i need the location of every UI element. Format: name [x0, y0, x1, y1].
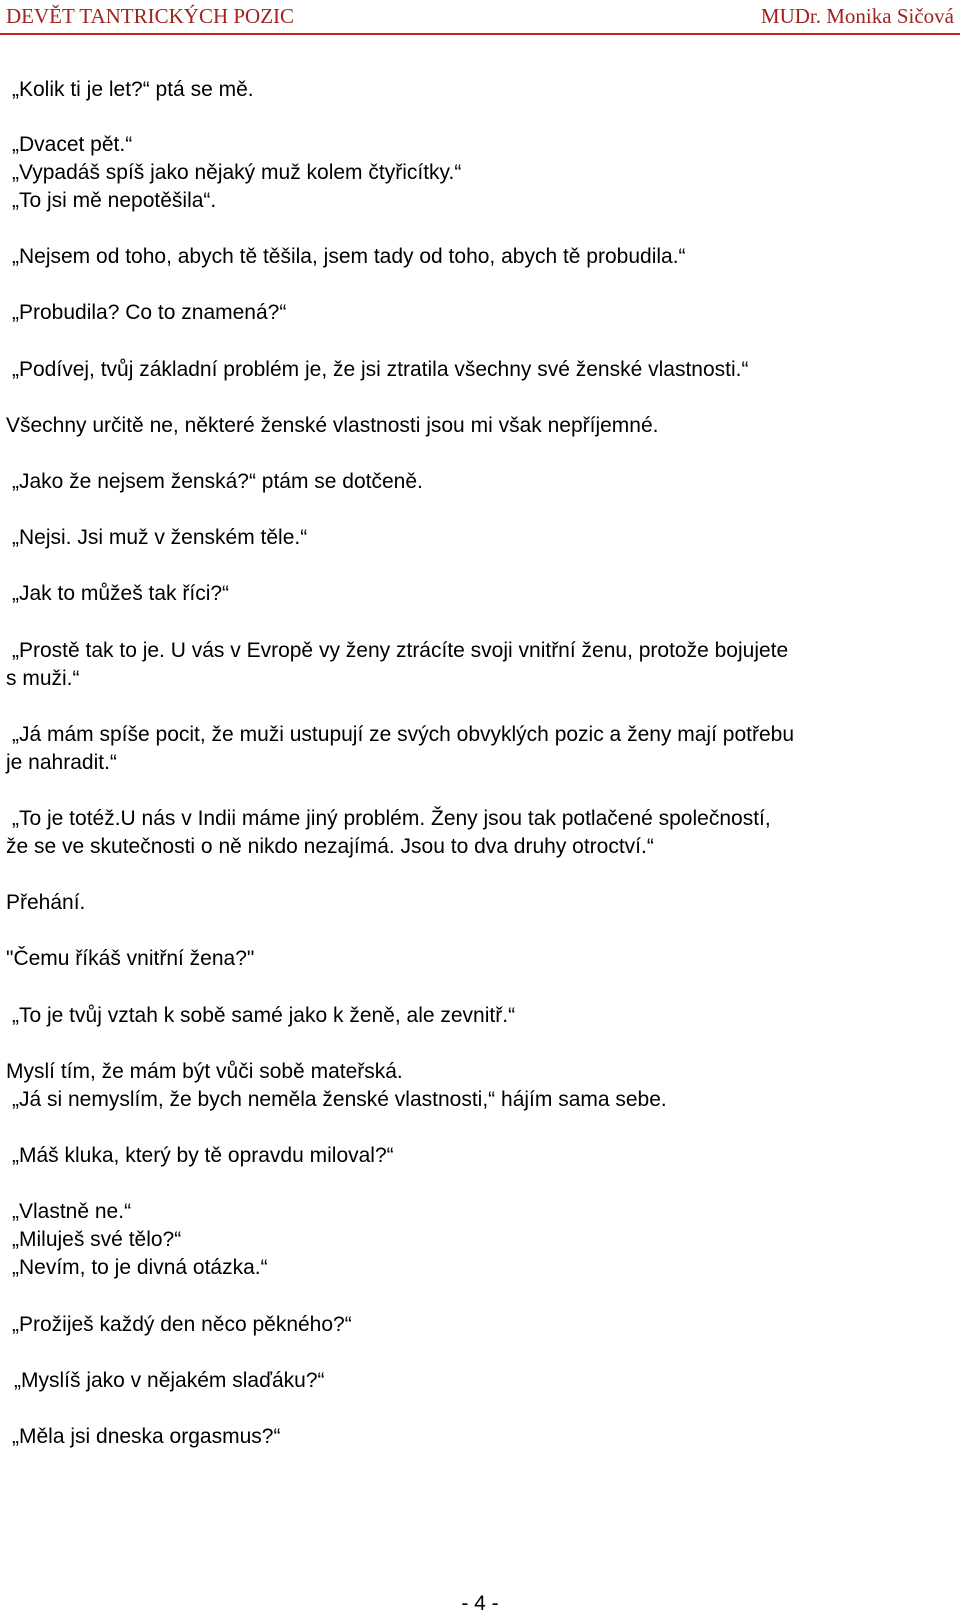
text-line: „Probudila? Co to znamená?“	[12, 301, 287, 324]
header-rule	[0, 33, 960, 35]
text-line: Myslí tím, že mám být vůči sobě mateřská.	[6, 1060, 403, 1083]
text-line: „Myslíš jako v nějakém slaďáku?“	[14, 1369, 325, 1392]
text-line: „To jsi mě nepotěšila“.	[12, 189, 217, 212]
text-line: s muži.“	[6, 667, 80, 690]
text-line: „Nejsi. Jsi muž v ženském těle.“	[12, 526, 308, 549]
text-line: „Vlastně ne.“	[12, 1200, 132, 1223]
text-line: „Jak to můžeš tak říci?“	[12, 582, 230, 605]
text-line: „Dvacet pět.“	[12, 133, 133, 156]
text-line: „Máš kluka, který by tě opravdu miloval?“	[12, 1144, 394, 1167]
header-title: DEVĚT TANTRICKÝCH POZIC	[6, 4, 295, 28]
running-header	[6, 2, 960, 32]
text-line: „Miluješ své tělo?“	[12, 1228, 182, 1251]
text-line: „Prostě tak to je. U vás v Evropě vy ženy ztrácíte svoji vnitřní ženu, protože bojujete	[12, 639, 789, 662]
text-line: „Podívej, tvůj základní problém je, že jsi ztratila všechny své ženské vlastnosti.“	[12, 358, 749, 381]
page-number: - 4 -	[461, 1592, 499, 1615]
header-author: MUDr. Monika Sičová	[760, 4, 954, 28]
text-line: „Kolik ti je let?“ ptá se mě.	[12, 78, 254, 101]
text-line: „Nejsem od toho, abych tě těšila, jsem tady od toho, abych tě probudila.“	[12, 245, 686, 268]
text-line: je nahradit.“	[6, 751, 117, 774]
text-line: "Čemu říkáš vnitřní žena?"	[6, 947, 255, 970]
text-line: „Nevím, to je divná otázka.“	[12, 1256, 268, 1279]
text-line: „Jako že nejsem ženská?“ ptám se dotčeně.	[12, 470, 423, 493]
text-line: „To je totéž.U nás v Indii máme jiný problém. Ženy jsou tak potlačené společností,	[12, 807, 771, 830]
text-line: „Vypadáš spíš jako nějaký muž kolem čtyřicítky.“	[12, 161, 462, 184]
text-line: „Prožiješ každý den něco pěkného?“	[12, 1313, 352, 1336]
text-line: že se ve skutečnosti o ně nikdo nezajímá. Jsou to dva druhy otroctví.“	[6, 835, 654, 858]
text-line: „Já mám spíše pocit, že muži ustupují ze svých obvyklých pozic a ženy mají potřebu	[12, 723, 794, 746]
text-line: „Měla jsi dneska orgasmus?“	[12, 1425, 281, 1448]
text-line: Všechny určitě ne, některé ženské vlastnosti jsou mi však nepříjemné.	[6, 414, 659, 437]
text-line: „To je tvůj vztah k sobě samé jako k ženě, ale zevnitř.“	[12, 1004, 516, 1027]
text-line: „Já si nemyslím, že bych neměla ženské vlastnosti,“ hájím sama sebe.	[12, 1088, 667, 1111]
text-line: Přehání.	[6, 891, 86, 914]
